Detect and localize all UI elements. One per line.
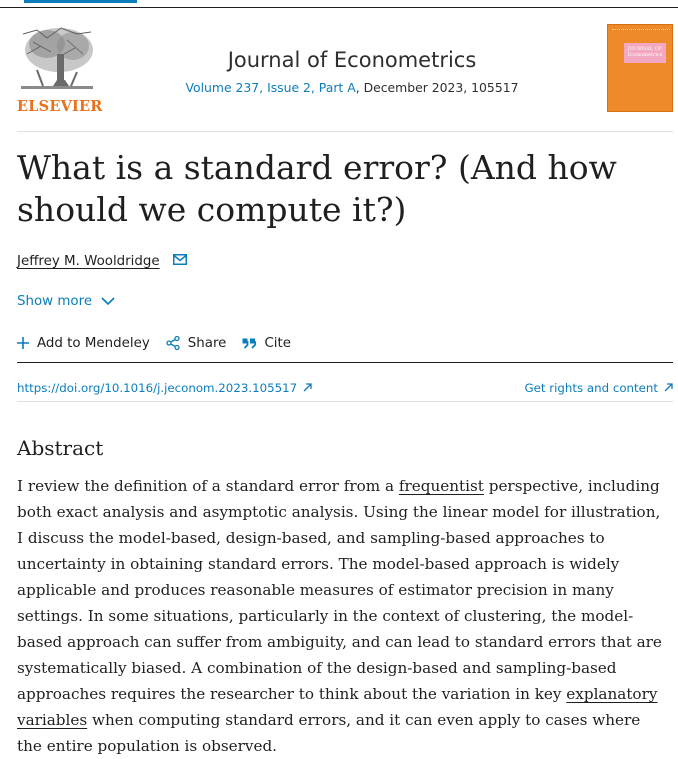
doi-link[interactable] — [17, 374, 312, 401]
cover-label: JOURNAL OF Econometrics — [624, 43, 666, 63]
cite-label: Cite — [264, 335, 291, 351]
doi-text: https://doi.org/10.1016/j.jeconom.2023.105517 — [17, 380, 298, 395]
add-to-mendeley-button[interactable] — [17, 334, 150, 352]
abstract-text-part-3: when computing standard errors, and it can even apply to cases where the entire population is observed. — [17, 711, 641, 755]
article-title: What is a standard error? (And how should we compute it?) — [17, 148, 617, 229]
issue-date-id: , December 2023, 105517 — [355, 80, 519, 95]
show-more-label: Show more — [17, 294, 93, 309]
elsevier-wordmark: ELSEVIER — [17, 98, 103, 115]
share-icon — [166, 336, 180, 350]
mail-icon[interactable] — [173, 254, 187, 265]
elsevier-tree-icon — [17, 24, 97, 96]
share-button[interactable] — [166, 334, 227, 352]
journal-header — [17, 22, 673, 132]
show-more-button[interactable] — [17, 294, 115, 309]
external-link-arrow-icon — [664, 383, 673, 392]
abstract-text-part-2: perspective, including both exact analysis and asymptotic analysis. Using the linear model for illustration, I discuss the model-based, design-based, and sampling-based approaches to uncertainty in obtaining standard errors. The model-based approach is widely applicable and produces reasonable measures of estimator precision in many settings. In some situations, particularly in the context of clustering, the model-based approach can suffer from ambiguity, and can lead to standard errors that are systematically biased. A combination of the design-based and sampling-based approaches requires the researcher to think about the variation in key — [17, 477, 662, 703]
mendeley-label: Add to Mendeley — [37, 335, 150, 351]
share-label: Share — [187, 335, 227, 351]
issue-link[interactable]: Volume 237, Issue 2, Part A — [185, 80, 356, 95]
journal-title-block — [107, 48, 597, 95]
abstract-heading: Abstract — [17, 436, 104, 460]
quote-icon — [242, 338, 256, 349]
cite-button[interactable] — [242, 334, 291, 352]
explanatory-variables-term-link[interactable]: explanatory variables — [17, 685, 658, 729]
journal-cover-thumbnail[interactable] — [607, 24, 673, 112]
active-tab-indicator — [24, 0, 137, 3]
cover-decoration — [612, 29, 670, 32]
abstract-text-part-1: I review the definition of a standard error from a — [17, 477, 399, 495]
rights-text: Get rights and content — [524, 380, 658, 395]
author-line — [17, 254, 187, 269]
abstract-body — [17, 473, 669, 759]
chevron-down-icon — [101, 297, 115, 306]
author-name-link[interactable]: Jeffrey M. Wooldridge — [17, 254, 160, 269]
article-actions — [17, 334, 673, 363]
get-rights-link[interactable] — [525, 374, 674, 401]
frequentist-term-link[interactable]: frequentist — [398, 477, 484, 495]
top-nav-bar — [0, 0, 678, 8]
journal-issue-info — [107, 80, 597, 95]
journal-title[interactable]: Journal of Econometrics — [227, 48, 477, 72]
plus-icon — [17, 337, 29, 349]
doi-row — [17, 374, 673, 402]
elsevier-logo[interactable] — [17, 24, 103, 115]
external-link-arrow-icon — [303, 383, 312, 392]
